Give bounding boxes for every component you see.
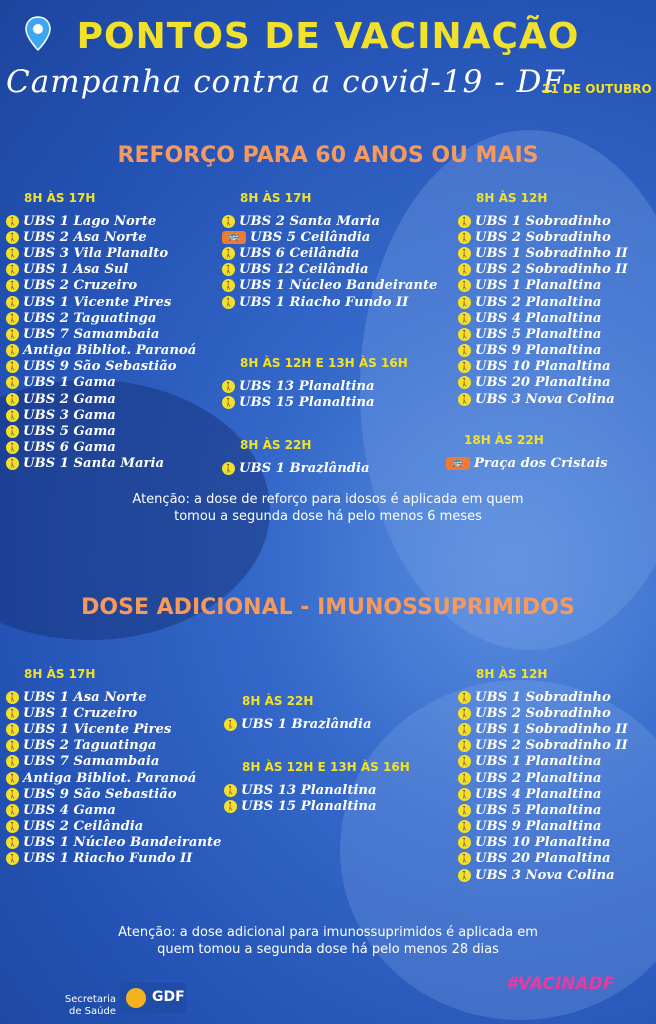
walking-person-icon: 🚶 [7,265,18,275]
location-name: UBS 5 Planaltina [475,802,602,818]
location-item [458,689,654,705]
location-name: UBS 10 Planaltina [475,359,611,375]
location-item [6,738,226,754]
location-name: UBS 15 Planaltina [239,394,375,410]
location-item [6,786,226,802]
location-name: UBS 9 São Sebastião [23,786,177,802]
location-name: UBS 1 Sobradinho II [475,245,628,261]
hashtag-vacinadf: #VACINADF [506,974,615,994]
walking-person-icon: 🚶 [7,378,18,388]
walking-person-icon: 🚶 [459,741,470,751]
walking-person-icon: 🚶 [459,281,470,291]
location-name: UBS 3 Vila Planalto [23,245,169,261]
location-item [458,770,654,786]
location-name: UBS 2 Sobradinho II [475,262,628,278]
location-name: UBS 3 Nova Colina [475,391,615,407]
location-item [222,229,452,245]
hours-label: 8H ÀS 17H [240,191,312,205]
walking-person-icon: 🚶 [225,785,236,795]
walking-person-icon: 🚶 [223,216,234,226]
walking-person-icon: 🚶 [7,838,18,848]
section2-column-1 [6,667,226,867]
sun-icon [126,988,146,1008]
location-name: Praça dos Cristais [474,455,608,471]
location-name: UBS 1 Gama [23,375,116,391]
walking-person-icon: 🚶 [7,346,18,356]
walking-person-icon: 🚶 [7,216,18,226]
location-name: UBS 1 Sobradinho [475,213,611,229]
location-name: UBS 2 Taguatinga [23,310,157,326]
location-name: UBS 1 Planaltina [475,754,602,770]
location-item [6,229,216,245]
section1-column-2-middle [222,356,452,410]
walking-person-icon: 🚶 [7,394,18,404]
section1-column-2-top [222,191,452,310]
location-name: UBS 3 Nova Colina [475,867,615,883]
location-name: UBS 1 Santa Maria [23,456,165,472]
walking-person-icon: 🚶 [459,822,470,832]
walking-person-icon: 🚶 [459,394,470,404]
walking-person-icon: 🚶 [459,805,470,815]
location-item [224,798,444,814]
location-name: UBS 2 Taguatinga [23,738,157,754]
location-name: UBS 2 Sobradinho [475,229,611,245]
location-name: UBS 1 Brazlândia [239,460,370,476]
location-name: UBS 4 Gama [23,802,116,818]
walking-person-icon: 🚶 [225,801,236,811]
walking-person-icon: 🚶 [7,741,18,751]
location-name: UBS 3 Gama [23,407,116,423]
location-item [458,310,654,326]
walking-person-icon: 🚶 [459,362,470,372]
location-name: UBS 2 Ceilândia [23,819,144,835]
walking-person-icon: 🚶 [7,443,18,453]
secretaria-line2: de Saúde [69,1006,116,1017]
location-item [6,835,226,851]
walking-person-icon: 🚶 [459,708,470,718]
location-name: UBS 10 Planaltina [475,835,611,851]
section1-column-2-bottom [222,438,452,476]
location-name: UBS 2 Santa Maria [239,213,381,229]
location-item [458,835,654,851]
location-item [6,359,216,375]
walking-person-icon: 🚶 [7,773,18,783]
section1-note [0,491,656,525]
walking-person-icon: 🚶 [7,708,18,718]
location-item [458,391,654,407]
walking-person-icon: 🚶 [459,724,470,734]
walking-person-icon: 🚶 [459,757,470,767]
bus-icon: 🚌 [222,231,246,244]
location-name: UBS 5 Planaltina [475,326,602,342]
walking-person-icon: 🚶 [223,281,234,291]
walking-person-icon: 🚶 [459,378,470,388]
location-item [458,705,654,721]
location-name: UBS 6 Ceilândia [239,245,360,261]
location-item [6,456,216,472]
section2-note [0,924,656,958]
walking-person-icon: 🚶 [7,805,18,815]
hours-label: 8H ÀS 17H [24,191,96,205]
location-item [6,245,216,261]
walking-person-icon: 🚶 [459,216,470,226]
bus-icon: 🚌 [446,457,470,470]
location-item [458,819,654,835]
location-item [6,326,216,342]
location-item [458,278,654,294]
walking-person-icon: 🚶 [225,719,236,729]
location-item [6,391,216,407]
poster-subtitle: Campanha contra a covid-19 - DF [6,64,565,100]
location-name: UBS 1 Vicente Pires [23,294,172,310]
location-name: UBS 12 Ceilândia [239,262,369,278]
location-name: UBS 2 Sobradinho II [475,738,628,754]
walking-person-icon: 🚶 [459,265,470,275]
location-item [458,213,654,229]
location-name: UBS 1 Sobradinho II [475,721,628,737]
location-item [458,343,654,359]
location-name: UBS 7 Samambaia [23,326,160,342]
location-item [6,802,226,818]
hours-label: 8H ÀS 12H E 13H ÀS 16H [240,356,408,370]
walking-person-icon: 🚶 [223,248,234,258]
section2-note-line1: Atenção: a dose adicional para imunossuprimidos é aplicada em [118,925,538,940]
section1-title: REFORÇO PARA 60 ANOS OU MAIS [117,143,539,168]
hours-label: 8H ÀS 22H [240,438,312,452]
location-item [458,262,654,278]
location-item [458,375,654,391]
section2-column-3 [458,667,654,883]
location-item [458,359,654,375]
location-name: UBS 2 Planaltina [475,294,602,310]
location-name: UBS 9 São Sebastião [23,359,177,375]
location-item [6,705,226,721]
section2-note-line2: quem tomou a segunda dose há pelo menos 28 dias [157,942,499,957]
location-name: UBS 20 Planaltina [475,851,611,867]
walking-person-icon: 🚶 [459,773,470,783]
location-name: UBS 5 Gama [23,424,116,440]
section1-column-1 [6,191,216,472]
location-name: UBS 2 Planaltina [475,770,602,786]
location-item [6,262,216,278]
walking-person-icon: 🚶 [7,692,18,702]
section2-title: DOSE ADICIONAL - IMUNOSSUPRIMIDOS [81,595,575,620]
walking-person-icon: 🚶 [7,789,18,799]
walking-person-icon: 🚶 [459,692,470,702]
secretaria-line1: Secretaria [64,994,116,1005]
walking-person-icon: 🚶 [7,297,18,307]
location-item [458,245,654,261]
location-item [6,689,226,705]
walking-person-icon: 🚶 [7,854,18,864]
walking-person-icon: 🚶 [223,463,234,473]
location-name: UBS 1 Riacho Fundo II [239,294,409,310]
walking-person-icon: 🚶 [7,459,18,469]
section2-column-2-bottom [224,760,444,814]
location-item [222,245,452,261]
poster-date: 21 DE OUTUBRO [542,82,652,96]
location-item [458,802,654,818]
walking-person-icon: 🚶 [223,397,234,407]
location-name: UBS 13 Planaltina [239,378,375,394]
location-name: UBS 1 Asa Norte [23,689,147,705]
location-item [458,851,654,867]
walking-person-icon: 🚶 [459,838,470,848]
hours-label: 8H ÀS 12H [476,667,548,681]
walking-person-icon: 🚶 [7,724,18,734]
gdf-logo-text: GDF [152,989,185,1005]
location-item [224,716,444,732]
location-name: UBS 15 Planaltina [241,798,377,814]
section1-note-line1: Atenção: a dose de reforço para idosos é aplicada em quem [132,492,524,507]
walking-person-icon: 🚶 [7,410,18,420]
location-item [222,262,452,278]
location-name: UBS 1 Vicente Pires [23,721,172,737]
location-name: UBS 4 Planaltina [475,310,602,326]
location-item [6,851,226,867]
location-name: Antiga Bibliot. Paranoá [23,343,197,359]
location-name: UBS 4 Planaltina [475,786,602,802]
location-name: UBS 1 Lago Norte [23,213,157,229]
walking-person-icon: 🚶 [223,265,234,275]
location-item [458,294,654,310]
location-item [222,278,452,294]
location-name: Antiga Bibliot. Paranoá [23,770,197,786]
location-item [458,721,654,737]
location-name: UBS 7 Samambaia [23,754,160,770]
location-item [222,460,452,476]
secretaria-logo [40,994,116,1018]
section2-column-2-top [224,694,444,732]
location-item [222,213,452,229]
location-item [458,738,654,754]
section1-column-3 [458,191,654,407]
location-item [446,455,646,471]
location-item [222,378,452,394]
location-name: UBS 9 Planaltina [475,819,602,835]
walking-person-icon: 🚶 [7,427,18,437]
location-name: UBS 2 Asa Norte [23,229,147,245]
location-item [6,440,216,456]
location-item [6,770,226,786]
location-item [6,310,216,326]
walking-person-icon: 🚶 [459,789,470,799]
walking-person-icon: 🚶 [7,313,18,323]
poster-title: PONTOS DE VACINAÇÃO [76,16,580,57]
location-item [458,867,654,883]
hours-label: 8H ÀS 17H [24,667,96,681]
walking-person-icon: 🚶 [459,248,470,258]
location-item [6,294,216,310]
location-name: UBS 1 Núcleo Bandeirante [239,278,438,294]
walking-person-icon: 🚶 [7,329,18,339]
hours-label: 18H ÀS 22H [464,433,544,447]
walking-person-icon: 🚶 [7,757,18,767]
location-name: UBS 1 Asa Sul [23,262,129,278]
location-name: UBS 13 Planaltina [241,782,377,798]
walking-person-icon: 🚶 [459,854,470,864]
walking-person-icon: 🚶 [459,870,470,880]
walking-person-icon: 🚶 [7,281,18,291]
location-item [222,294,452,310]
section1-column-3-bottom [446,433,646,471]
location-name: UBS 2 Gama [23,391,116,407]
location-name: UBS 1 Sobradinho [475,689,611,705]
location-name: UBS 1 Planaltina [475,278,602,294]
location-name: UBS 1 Brazlândia [241,716,372,732]
location-item [6,407,216,423]
location-item [222,394,452,410]
location-item [458,326,654,342]
walking-person-icon: 🚶 [459,297,470,307]
location-item [6,754,226,770]
walking-person-icon: 🚶 [7,822,18,832]
location-item [224,782,444,798]
walking-person-icon: 🚶 [459,313,470,323]
location-item [6,721,226,737]
walking-person-icon: 🚶 [459,329,470,339]
location-name: UBS 1 Núcleo Bandeirante [23,835,222,851]
location-item [6,343,216,359]
location-name: UBS 6 Gama [23,440,116,456]
location-item [6,819,226,835]
hours-label: 8H ÀS 12H E 13H ÀS 16H [242,760,410,774]
location-name: UBS 2 Cruzeiro [23,278,138,294]
location-item [458,754,654,770]
location-item [458,786,654,802]
location-item [6,423,216,439]
location-item [6,278,216,294]
walking-person-icon: 🚶 [459,346,470,356]
location-name: UBS 1 Riacho Fundo II [23,851,193,867]
walking-person-icon: 🚶 [223,297,234,307]
location-name: UBS 5 Ceilândia [250,229,371,245]
hours-label: 8H ÀS 12H [476,191,548,205]
section1-note-line2: tomou a segunda dose há pelo menos 6 meses [174,509,482,524]
walking-person-icon: 🚶 [7,248,18,258]
location-item [6,375,216,391]
location-name: UBS 2 Sobradinho [475,705,611,721]
location-name: UBS 9 Planaltina [475,343,602,359]
location-item [458,229,654,245]
walking-person-icon: 🚶 [223,381,234,391]
walking-person-icon: 🚶 [7,232,18,242]
location-name: UBS 1 Cruzeiro [23,705,138,721]
walking-person-icon: 🚶 [459,232,470,242]
location-item [6,213,216,229]
location-name: UBS 20 Planaltina [475,375,611,391]
walking-person-icon: 🚶 [7,362,18,372]
hours-label: 8H ÀS 22H [242,694,314,708]
